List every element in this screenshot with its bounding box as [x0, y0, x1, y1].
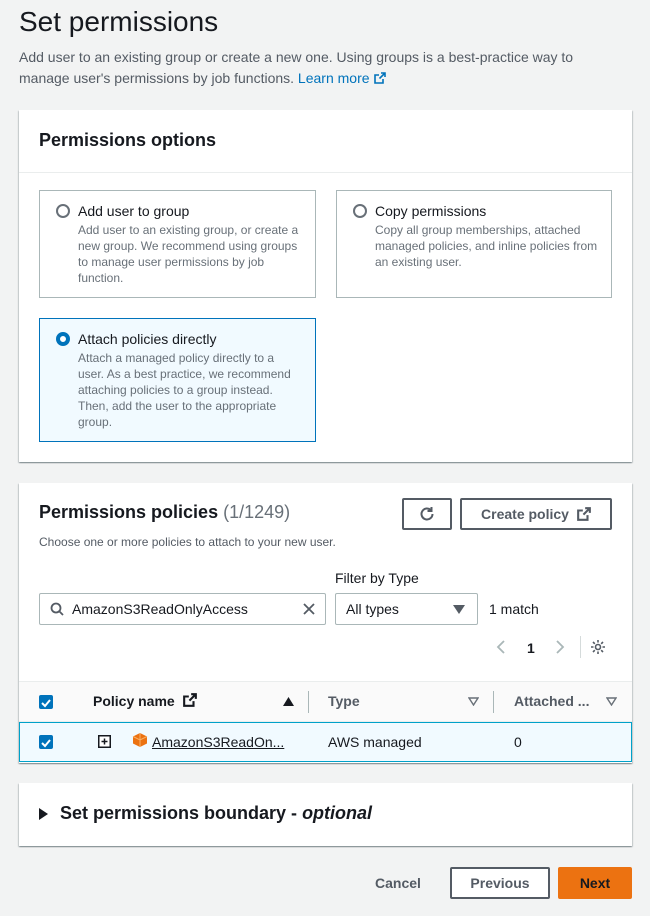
clear-search-icon[interactable]: [302, 602, 316, 616]
prev-page-icon[interactable]: [496, 640, 508, 654]
column-policy-name[interactable]: [93, 693, 197, 709]
boundary-title[interactable]: [60, 803, 372, 824]
policies-title: [39, 502, 290, 523]
aws-managed-policy-icon: [132, 732, 148, 748]
permissions-boundary-panel[interactable]: [19, 783, 632, 846]
radio-attach-policies-directly[interactable]: [56, 332, 70, 346]
next-button[interactable]: Next: [558, 867, 632, 899]
expand-caret-icon[interactable]: [39, 808, 48, 820]
column-attached[interactable]: Attached ...: [514, 693, 590, 709]
option-copy-permissions[interactable]: [336, 190, 612, 298]
external-link-icon: [374, 72, 386, 84]
column-separator: [493, 691, 494, 713]
page-number[interactable]: 1: [527, 640, 535, 656]
sort-icon[interactable]: [468, 697, 479, 706]
radio-copy-permissions[interactable]: [353, 204, 367, 218]
permissions-options-panel: [19, 110, 632, 462]
policy-attached-cell: 0: [514, 734, 522, 750]
policy-type-cell: AWS managed: [328, 734, 422, 750]
previous-button[interactable]: Previous: [450, 867, 550, 899]
row-checkbox[interactable]: [39, 735, 53, 749]
policy-name-link[interactable]: AmazonS3ReadOn...: [152, 734, 285, 750]
option-title: Add user to group: [78, 203, 190, 219]
permissions-options-header: Permissions options: [19, 110, 632, 173]
option-title: Copy permissions: [375, 203, 487, 219]
policies-title-text: Permissions policies: [39, 502, 219, 522]
policies-count: (1/1249): [223, 502, 291, 522]
table-header: [19, 681, 632, 722]
radio-add-user-to-group[interactable]: [56, 204, 70, 218]
refresh-icon: [418, 505, 436, 523]
create-policy-button[interactable]: [460, 498, 612, 530]
column-separator: [308, 691, 309, 713]
column-type[interactable]: Type: [328, 693, 360, 709]
sort-icon[interactable]: [606, 697, 617, 706]
option-attach-policies-directly[interactable]: [39, 318, 316, 442]
policy-search-input[interactable]: [72, 600, 297, 618]
column-policy-name-label: Policy name: [93, 693, 175, 709]
boundary-title-text: Set permissions boundary -: [60, 803, 303, 823]
option-title: Attach policies directly: [78, 331, 217, 347]
search-icon: [50, 602, 64, 616]
policy-search-box[interactable]: [39, 593, 326, 625]
caret-down-icon: [453, 605, 465, 615]
filter-type-select[interactable]: [335, 593, 478, 625]
policies-description: Choose one or more policies to attach to your new user.: [39, 535, 336, 549]
filter-by-type-label: Filter by Type: [335, 570, 419, 586]
learn-more-label: Learn more: [297, 70, 370, 86]
external-link-icon: [577, 507, 591, 521]
filter-type-value: All types: [346, 601, 399, 617]
boundary-optional: optional: [302, 803, 373, 823]
page-description: [19, 47, 619, 89]
permissions-policies-panel: [19, 483, 632, 763]
gear-icon[interactable]: [590, 639, 606, 655]
next-page-icon[interactable]: [553, 640, 565, 654]
expand-plus-icon[interactable]: [98, 735, 111, 748]
learn-more-link[interactable]: [298, 70, 386, 86]
refresh-button[interactable]: [402, 498, 452, 530]
option-description: Attach a managed policy directly to a user. As a best practice, we recommend attaching policies to a group instead. Then, add the user to the appropriate group.: [78, 351, 291, 429]
pagination-divider: [580, 636, 581, 658]
checkmark-icon: [40, 737, 52, 749]
cancel-button[interactable]: Cancel: [375, 875, 421, 891]
external-link-icon: [183, 693, 197, 707]
option-description: Add user to an existing group, or create a new group. We recommend using groups to manage user permissions by job function.: [78, 223, 299, 285]
checkmark-icon: [40, 697, 52, 709]
sort-ascending-icon[interactable]: [283, 697, 294, 706]
page-description-text: Add user to an existing group or create a new one. Using groups is a best-practice way to manage user's permissions by job functions.: [19, 49, 574, 86]
option-add-user-to-group[interactable]: [39, 190, 316, 298]
page-title: Set permissions: [19, 6, 219, 37]
create-policy-label: Create policy: [481, 506, 569, 522]
match-count: 1 match: [489, 601, 539, 617]
table-row[interactable]: [19, 722, 632, 762]
option-description: Copy all group memberships, attached managed policies, and inline policies from an existing user.: [375, 223, 598, 269]
select-all-checkbox[interactable]: [39, 695, 53, 709]
